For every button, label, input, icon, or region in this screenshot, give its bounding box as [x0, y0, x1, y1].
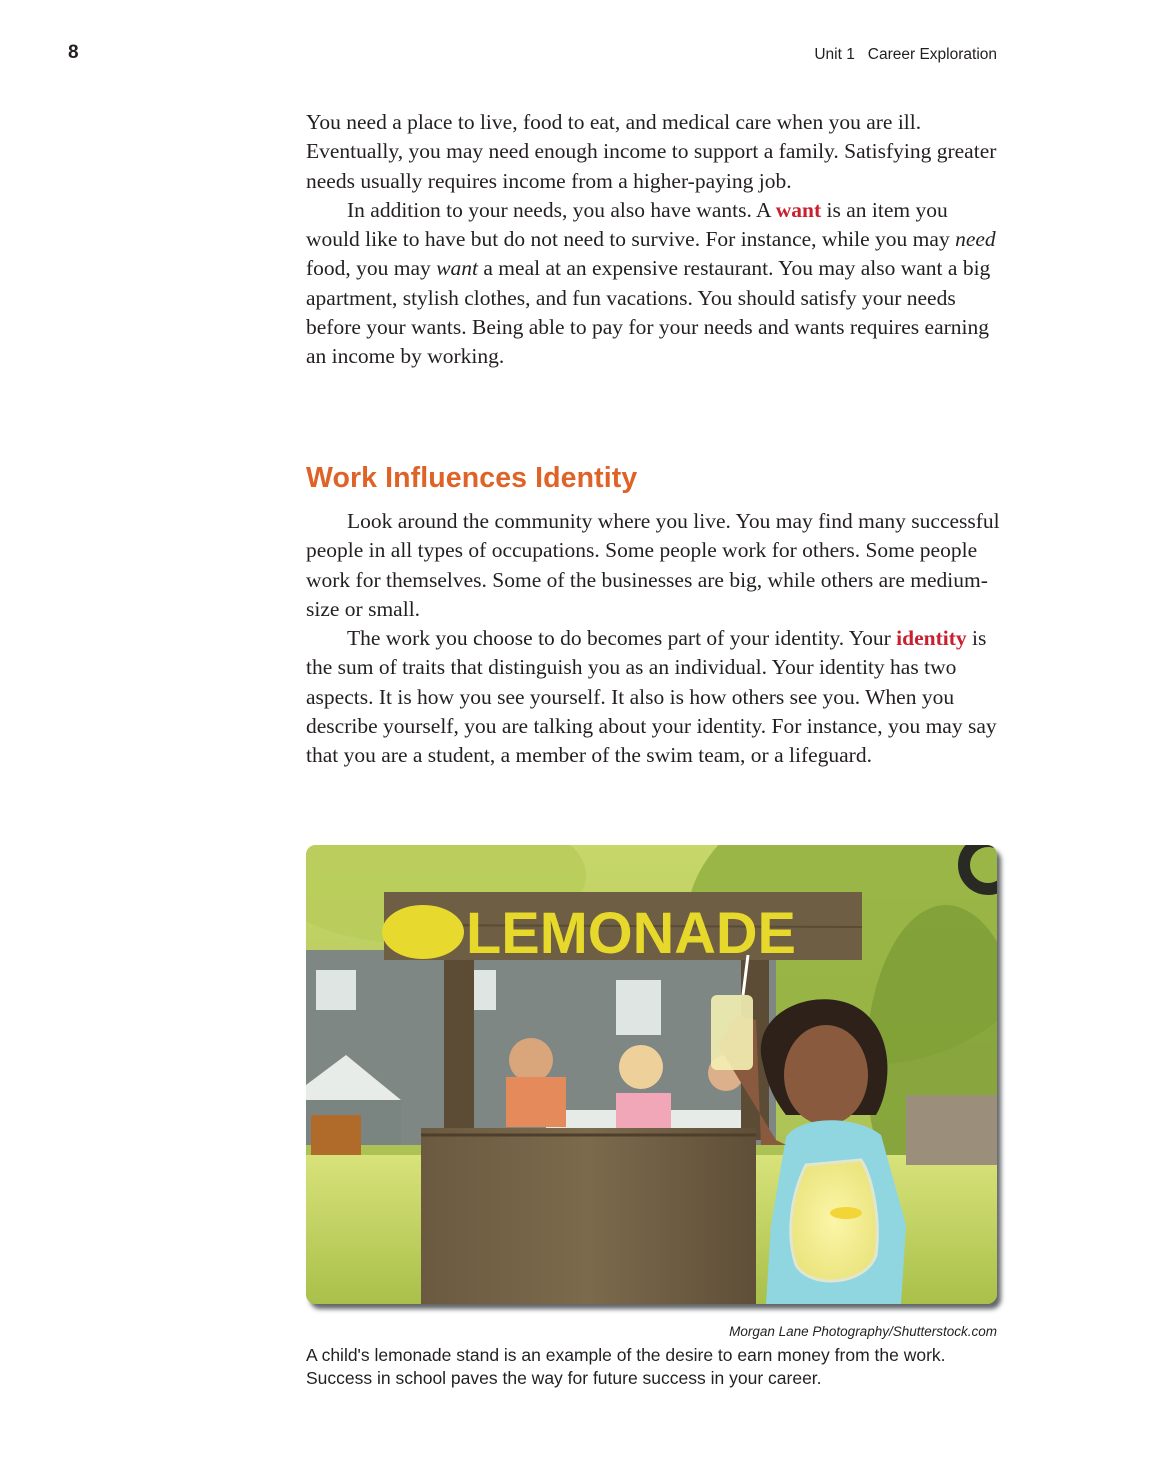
paragraph-wants [306, 196, 1006, 372]
photo-credit: Morgan Lane Photography/Shutterstock.com [729, 1324, 997, 1339]
text-run: food, you may [306, 256, 437, 281]
emphasis-want: want [436, 256, 479, 281]
section-heading: Work Influences Identity [306, 462, 638, 494]
lemonade-stand-photo [306, 845, 997, 1304]
body-text-identity [306, 507, 1006, 771]
text-run: In addition to your needs, you also have wants. A [347, 197, 776, 222]
key-term-identity: identity [896, 626, 967, 651]
text-run: The work you choose to do becomes part of your identity. Your [347, 626, 897, 651]
paragraph-needs: You need a place to live, food to eat, and medical care when you are ill. Eventually, you may need enough income to support a family. Satisfying greater needs usually requires income from a higher-paying job. [306, 110, 997, 193]
page-number: 8 [68, 42, 79, 63]
body-text-intro [306, 108, 1006, 372]
lemonade-sign-text: LEMONADE [466, 901, 796, 966]
text-run: is the sum of traits that distinguish you as an individual. Your identity has two aspects. It is how you see yourself. It also is how others see you. When you describe yourself, you are talking about your identity. For instance, you may say that you are a student, a member of the swim team, or a lifeguard. [306, 626, 997, 768]
emphasis-need: need [955, 227, 996, 252]
paragraph-community: Look around the community where you live. You may find many successful people in all types of occupations. Some people work for others. Some people work for themselves. Some of the businesses are big, while others are medium-size or small. [306, 509, 1000, 621]
running-head: Unit 1 Career Exploration [814, 46, 997, 63]
text-run: a meal at an expensive restaurant. You may also want a big apartment, stylish clothes, and fun vacations. You should satisfy your needs before your wants. Being able to pay for your needs and wants requires earning an income by working. [306, 256, 991, 369]
figure-caption: A child's lemonade stand is an example of the desire to earn money from the work. Success in school paves the way for future success in your career. [306, 1345, 946, 1388]
text-run: is an item you would like to have but do not need to survive. For instance, while you may [306, 197, 956, 252]
key-term-want: want [775, 197, 822, 222]
paragraph-identity [306, 624, 1006, 770]
